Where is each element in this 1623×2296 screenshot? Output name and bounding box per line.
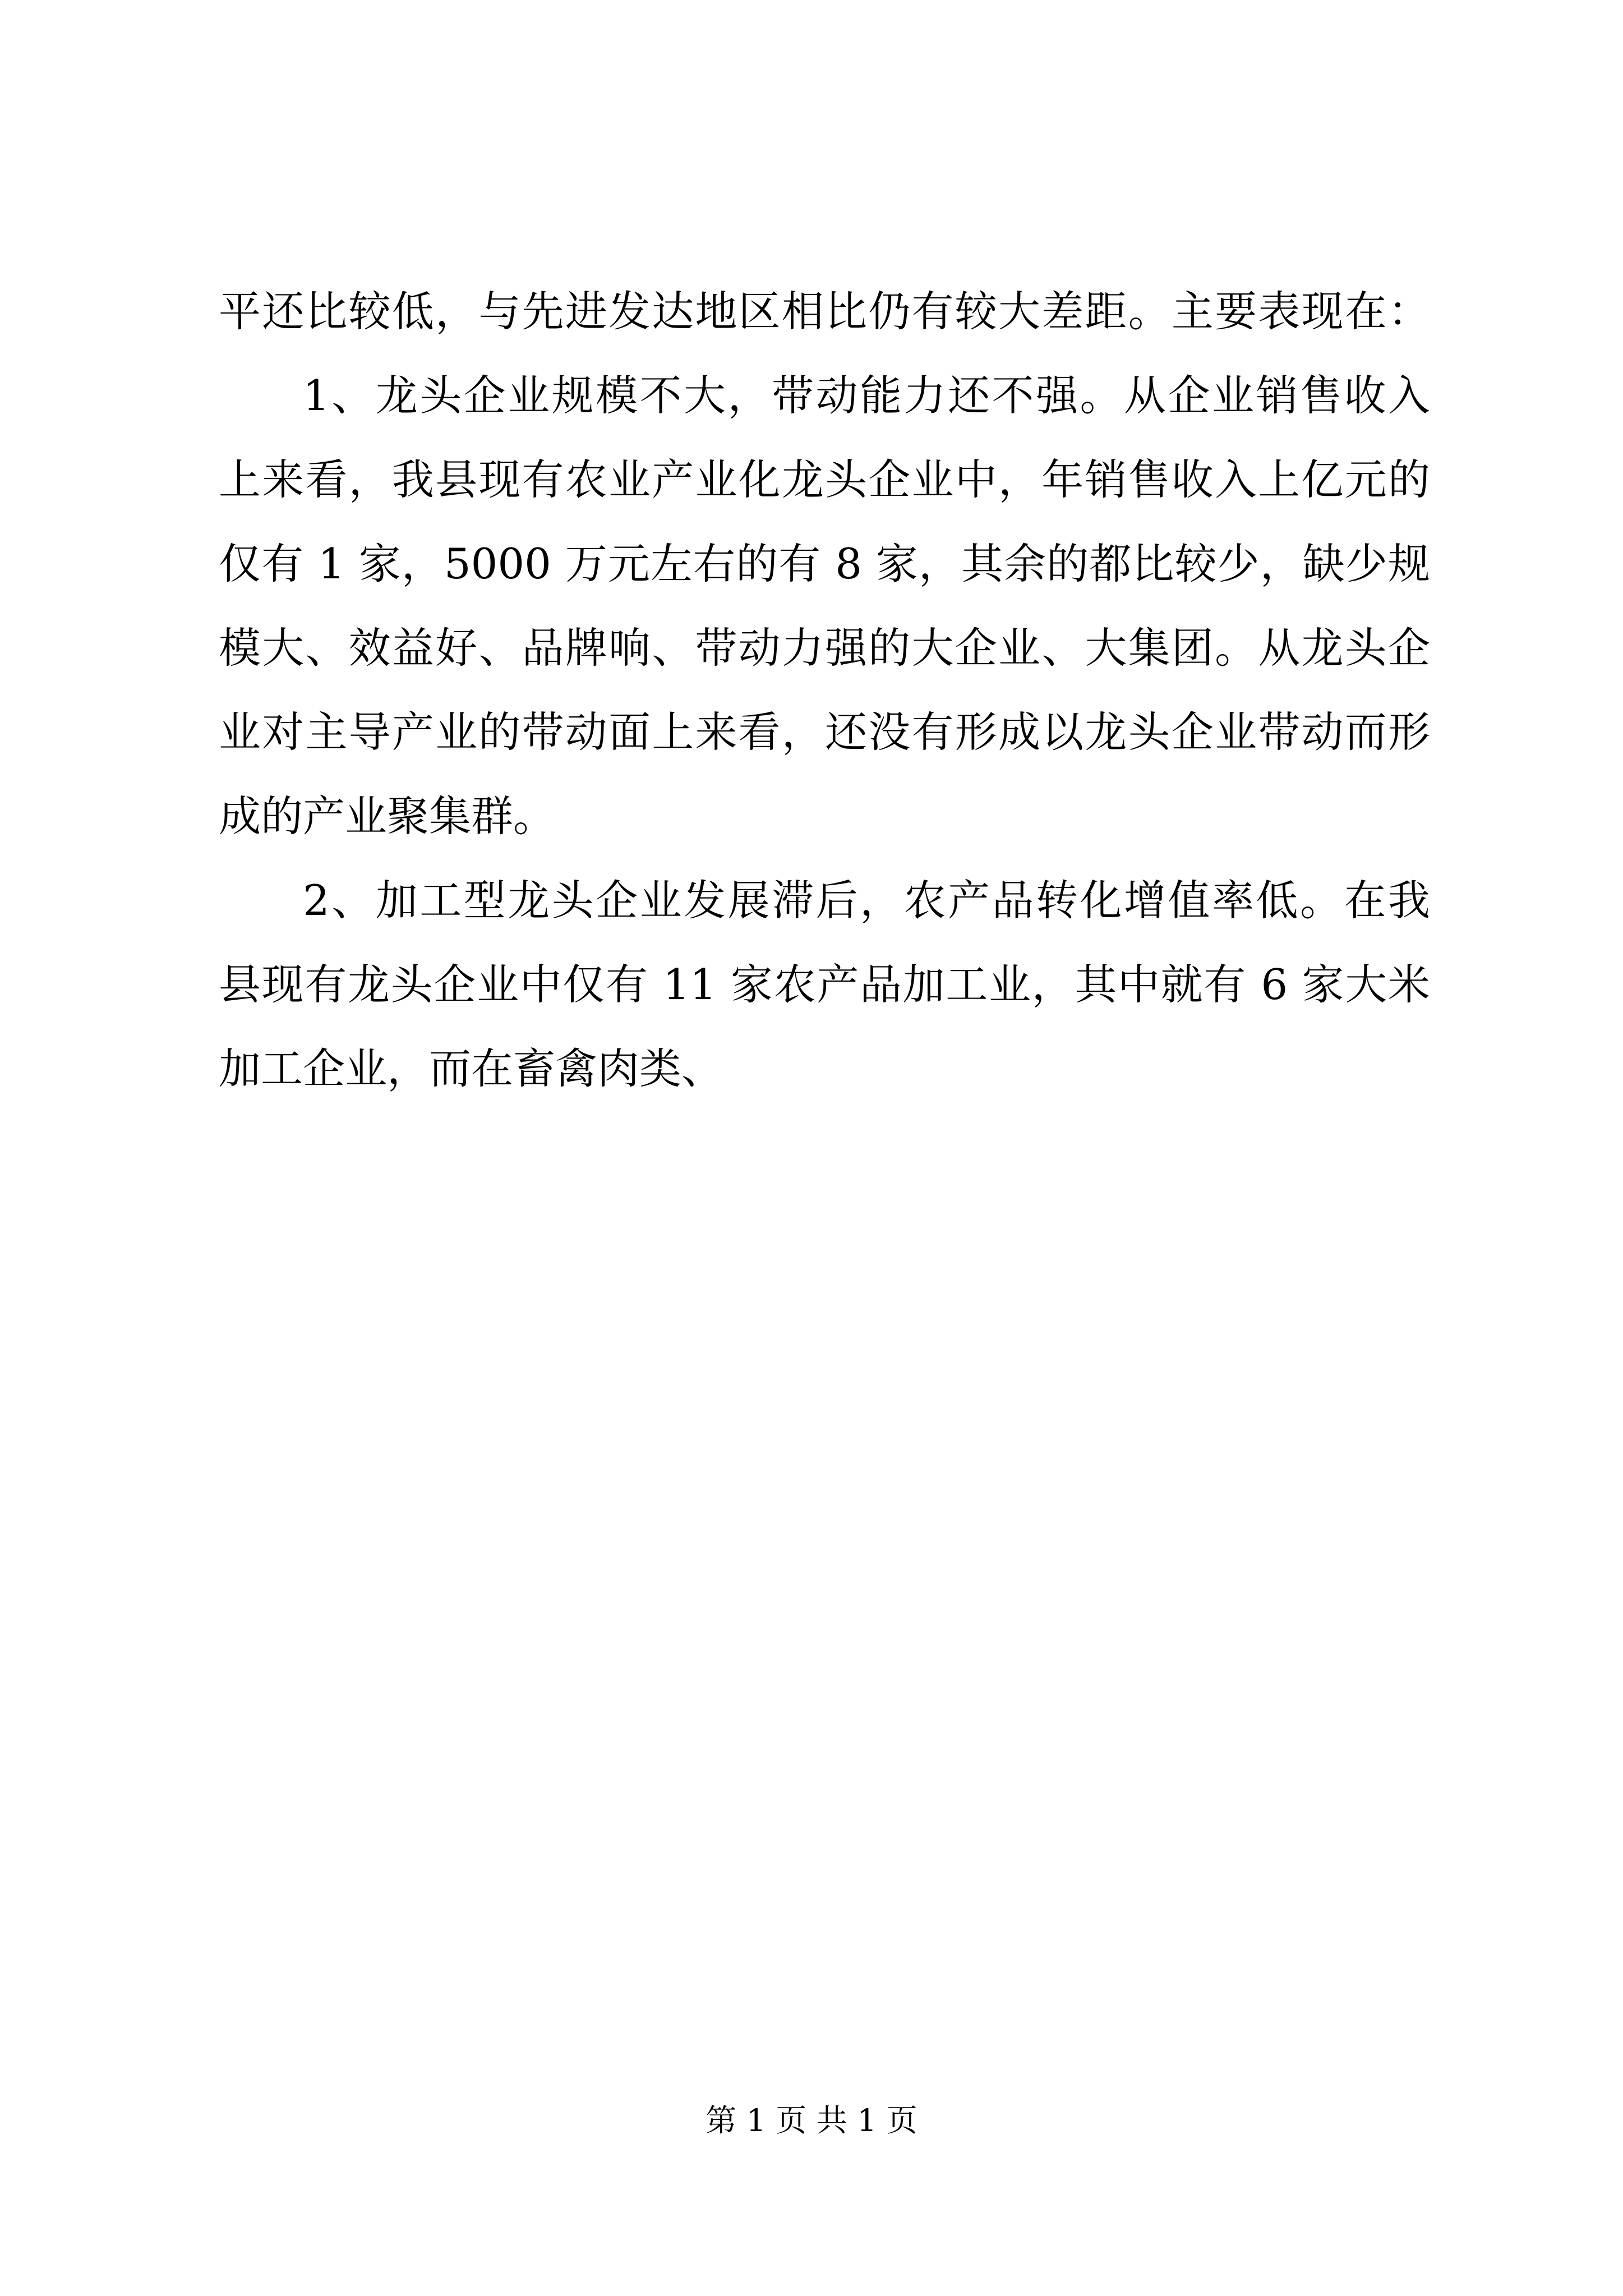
text-line: 上来看，我县现有农业产业化龙头企业中，年销售收入上亿元的 [219, 455, 1430, 504]
text-line: 模大、效益好、品牌响、带动力强的大企业、大集团。从龙头企 [219, 623, 1430, 673]
page-footer [0, 2098, 1623, 2143]
text-line: 仅有 1 家，5000 万元左右的有 8 家，其余的都比较少，缺少规 [219, 539, 1430, 588]
text-line: 业对主导产业的带动面上来看，还没有形成以龙头企业带动而形 [219, 707, 1430, 757]
text-line: 成的产业聚集群。 [219, 792, 556, 841]
page-number-label: 第 1 页 共 1 页 [706, 2102, 917, 2138]
text-line: 1、龙头企业规模不大，带动能力还不强。从企业销售收入 [303, 371, 1430, 420]
document-body [219, 269, 1430, 1111]
text-line: 2、加工型龙头企业发展滞后，农产品转化增值率低。在我 [303, 876, 1430, 925]
text-line: 平还比较低，与先进发达地区相比仍有较大差距。主要表现在： [219, 287, 1430, 336]
text-line: 县现有龙头企业中仅有 11 家农产品加工业，其中就有 6 家大米 [219, 960, 1430, 1009]
text-line: 加工企业，而在畜禽肉类、 [219, 1044, 724, 1093]
